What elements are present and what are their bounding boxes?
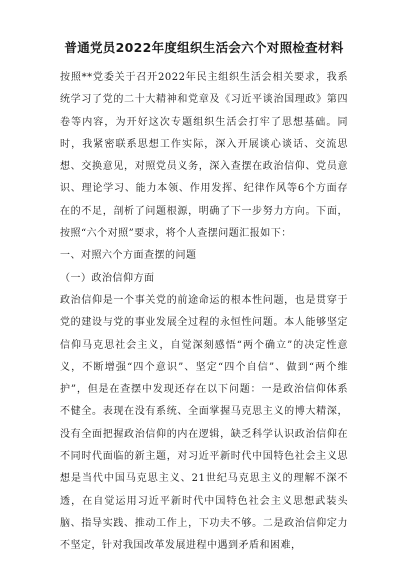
section-heading: 一、对照六个方面查摆的问题: [60, 250, 197, 262]
intro-paragraph: 按照**党委关于召开2022年民主组织生活会相关要求，我系统学习了党的二十大精神和党章及《习近平谈治国理政》第四卷等内容，为开好这次专题组织生活会打牢了思想基础。同时，我紧密联系思想工作实际，深入开展谈心谈话、交流思想、交换意见，对照党员义务，深入查摆在政治信仰、党员意识、理论学习、能力本领、作用发挥、纪律作风等6个方面存在的不足，剖析了问题根源，明确了下一步努力方向。下面，按照“六个对照”要求，将个人查摆问题汇报如下：: [60, 72, 348, 240]
document-body: [60, 67, 348, 558]
subsection-heading: （一）政治信仰方面: [60, 272, 155, 284]
document-title: 普通党员2022年度组织生活会六个对照检查材料: [64, 40, 344, 55]
body-paragraph: 政治信仰是一个事关党的前途命运的根本性问题，也是贯穿于党的建设与党的事业发展全过程的永恒性问题。本人能够坚定信仰马克思社会主义，自觉深刻感悟“两个确立”的决定性意义，不断增强“四个意识”、坚定“四个自信”、做到“两个维护”，但是在查摆中发现还存在以下问题：一是政治信仰体系不健全。表现在没有系统、全面掌握马克思主义的博大精深，没有全面把握政治信仰的内在逻辑，缺乏科学认识政治信仰在不同时代面临的新主题，对习近平新时代中国特色社会主义思想是当代中国马克思主义、21世纪马克思主义的理解不深不透，在自觉运用习近平新时代中国特色社会主义思想武装头脑、指导实践、推动工作上，下功夫不够。二是政治信仰定力不坚定，针对我国改革发展进程中遇到矛盾和困难，: [60, 294, 348, 552]
